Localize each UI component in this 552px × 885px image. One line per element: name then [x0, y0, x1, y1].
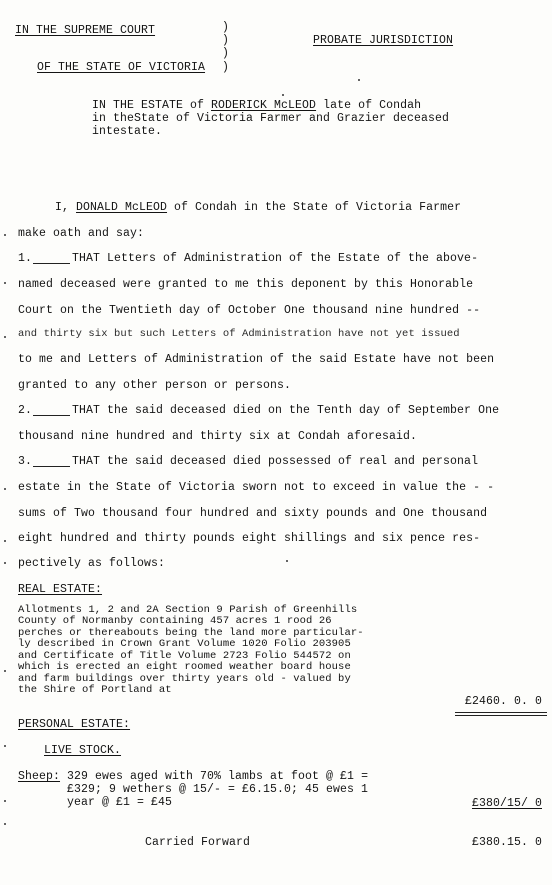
sheep-entry: [18, 770, 368, 783]
sheep-line-3: year @ £1 = £45: [18, 796, 173, 809]
para1-number: 1.: [18, 252, 33, 265]
page-speck: [282, 94, 284, 96]
margin-mark: [4, 562, 6, 564]
page-speck: [286, 560, 288, 562]
make-oath-line: make oath and say:: [18, 227, 145, 240]
para1-blank-line: [33, 263, 70, 264]
page-speck: [358, 79, 360, 81]
real-estate-line-7: and farm buildings over thirty years old - valued by: [18, 673, 351, 685]
sheep-line-1: 329 ewes aged with 70% lambs at foot @ £1 =: [60, 770, 369, 783]
deceased-name: RODERICK McLEOD: [211, 99, 317, 112]
oath-opening: [55, 201, 461, 214]
para3-blank-line: [33, 466, 70, 467]
margin-mark: [4, 282, 6, 284]
real-estate-line-1: Allotments 1, 2 and 2A Section 9 Parish of Greenhills: [18, 604, 358, 616]
heading-bracket-1: ): [222, 21, 230, 34]
oath-opening-suffix: of Condah in the State of Victoria Farmer: [167, 201, 462, 214]
real-estate-divider-2: [455, 715, 547, 716]
para3-line-2: estate in the State of Victoria sworn not to exceed in value the - -: [18, 481, 495, 494]
para3-line-5: pectively as follows:: [18, 557, 166, 570]
real-estate-line-6: which is erected an eight roomed weather board house: [18, 661, 351, 673]
real-estate-line-8: the Shire of Portland at: [18, 684, 172, 696]
para3-number: 3.: [18, 455, 33, 468]
carried-forward-label: Carried Forward: [145, 836, 251, 849]
oath-opening-prefix: I,: [55, 201, 77, 214]
para2-blank-line: [33, 415, 70, 416]
para1-line-5: to me and Letters of Administration of the said Estate have not been: [18, 353, 495, 366]
margin-mark: [4, 234, 6, 236]
real-estate-heading: REAL ESTATE:: [18, 583, 103, 596]
para2-line-2: thousand nine hundred and thirty six at Condah aforesaid.: [18, 430, 418, 443]
court-name-line2: OF THE STATE OF VICTORIA: [37, 61, 206, 74]
real-estate-divider: [455, 712, 547, 713]
heading-bracket-4: ): [222, 61, 230, 74]
heading-bracket-3: ): [222, 47, 230, 60]
margin-mark: [4, 540, 6, 542]
para3-line-3: sums of Two thousand four hundred and sixty pounds and One thousand: [18, 507, 488, 520]
estate-intro-suffix: late of Condah: [316, 99, 422, 112]
para2-number: 2.: [18, 404, 33, 417]
deponent-name: DONALD McLEOD: [76, 201, 168, 214]
court-name-line1: IN THE SUPREME COURT: [15, 24, 156, 37]
para2-line-1: THAT the said deceased died on the Tenth day of September One: [72, 404, 500, 417]
real-estate-line-3: perches or thereabouts being the land more particular-: [18, 627, 364, 639]
estate-intro-line2: in theState of Victoria Farmer and Grazier deceased: [92, 112, 450, 125]
para1-line-3: Court on the Twentieth day of October One thousand nine hundred --: [18, 304, 481, 317]
carried-forward-amount: £380.15. 0: [471, 836, 542, 849]
para1-line-1: THAT Letters of Administration of the Estate of the above-: [72, 252, 479, 265]
estate-intro-line3: intestate.: [92, 125, 163, 138]
margin-mark: [4, 823, 6, 825]
para3-line-4: eight hundred and thirty pounds eight shillings and six pence res-: [18, 532, 481, 545]
estate-intro-prefix: IN THE ESTATE of: [92, 99, 212, 112]
para1-line-6: granted to any other person or persons.: [18, 379, 292, 392]
heading-bracket-2: ): [222, 34, 230, 47]
real-estate-amount: £2460. 0. 0: [464, 695, 542, 708]
live-stock-heading: LIVE STOCK.: [44, 744, 122, 757]
estate-intro-line1: [92, 99, 421, 112]
para1-line-2: named deceased were granted to me this deponent by this Honorable: [18, 278, 474, 291]
margin-mark: [4, 336, 6, 338]
real-estate-line-2: County of Normanby containing 457 acres 1 rood 26: [18, 615, 332, 627]
margin-mark: [4, 670, 6, 672]
real-estate-line-5: and Certificate of Title Volume 2723 Folio 544572 on: [18, 650, 351, 662]
real-estate-line-4: ly described in Crown Grant Volume 1020 Folio 203905: [18, 638, 351, 650]
margin-mark: [4, 745, 6, 747]
sheep-amount: £380/15/ 0: [471, 797, 542, 810]
para3-line-1: THAT the said deceased died possessed of real and personal: [72, 455, 479, 468]
sheep-label: Sheep:: [18, 770, 61, 783]
jurisdiction-title: PROBATE JURISDICTION: [313, 34, 454, 47]
margin-mark: [4, 488, 6, 490]
para1-line-4: and thirty six but such Letters of Administration have not yet issued: [18, 328, 460, 340]
sheep-line-2: £329; 9 wethers @ 15/- = £6.15.0; 45 ewes 1: [18, 783, 369, 796]
personal-estate-heading: PERSONAL ESTATE:: [18, 718, 131, 731]
margin-mark: [4, 800, 6, 802]
